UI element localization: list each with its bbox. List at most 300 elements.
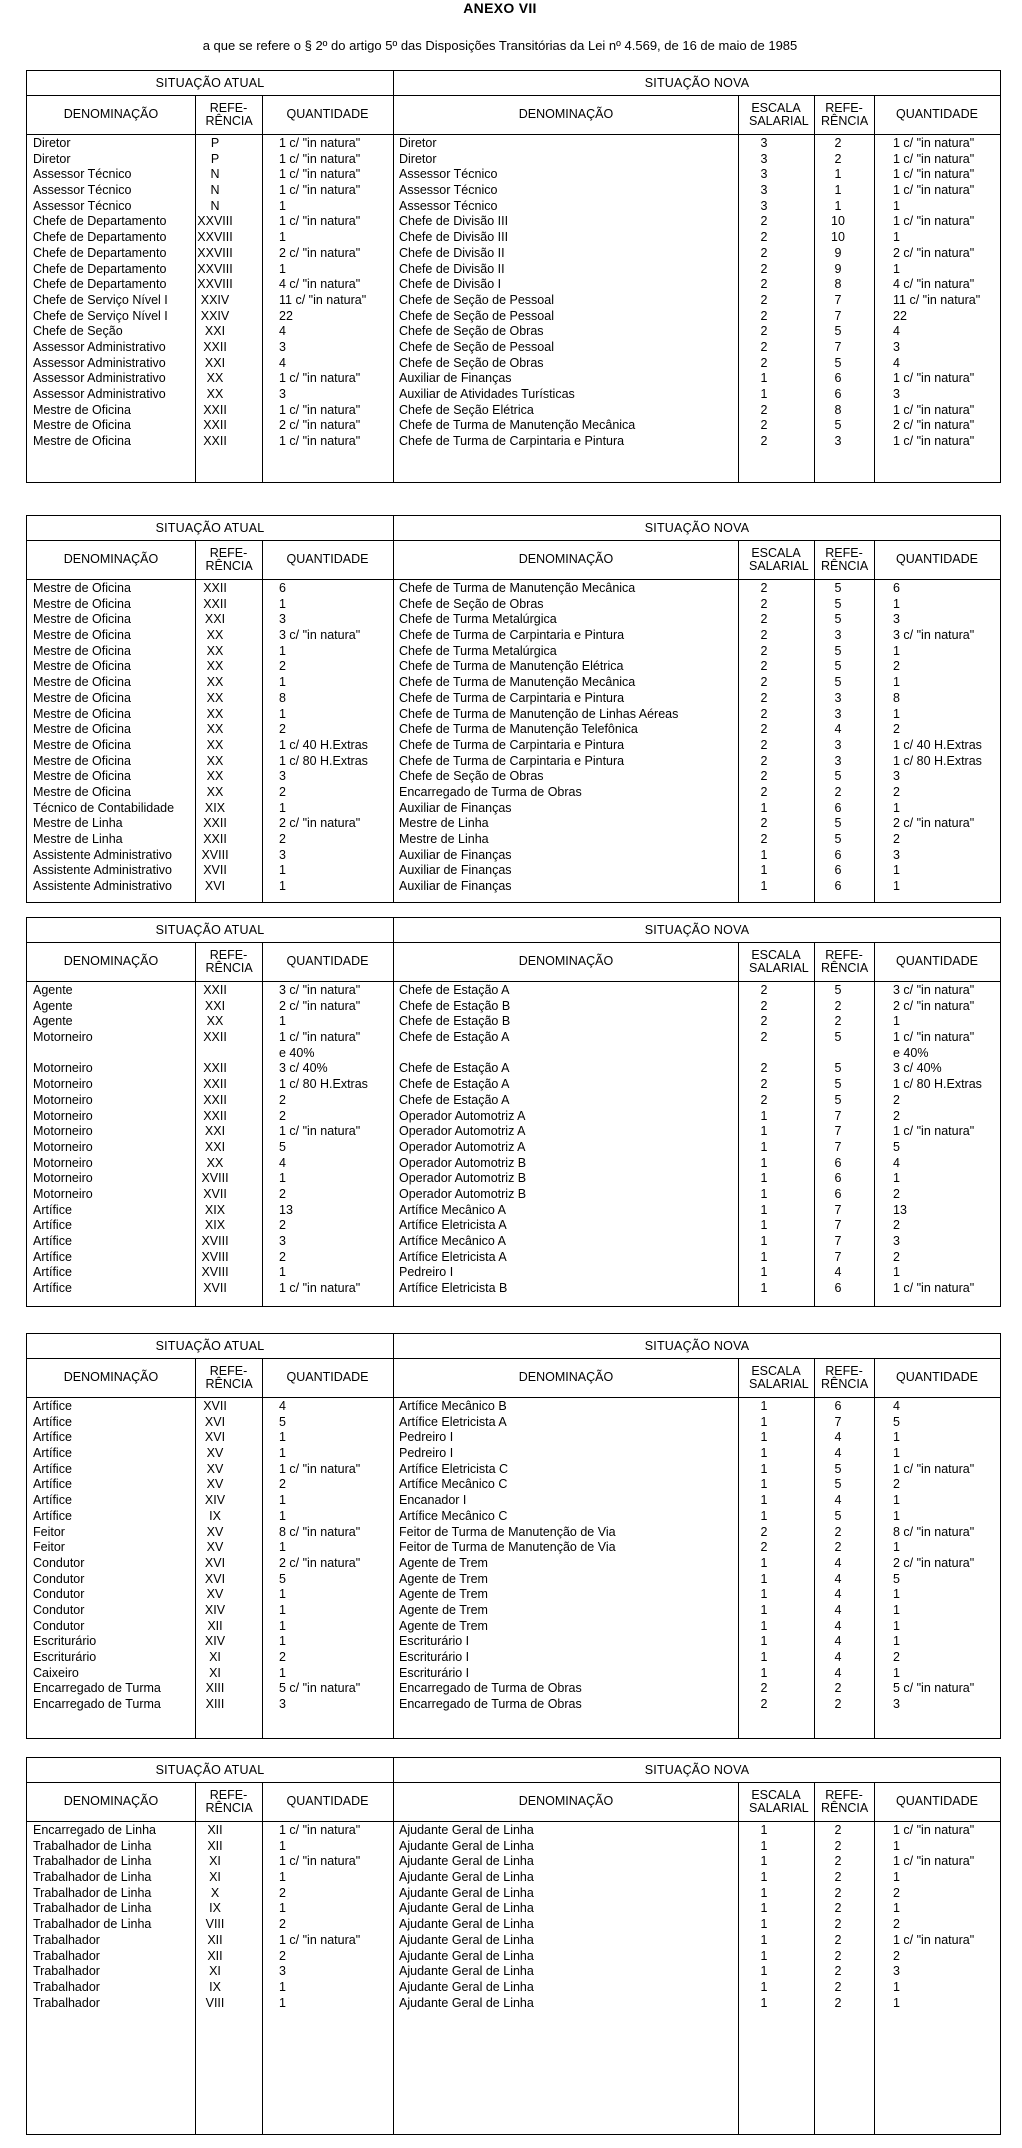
cell-nova-denominacao: Operador Automotriz B bbox=[399, 1171, 527, 1186]
cell-referencia: XX bbox=[206, 1155, 224, 1170]
cell-nova-quantidade: 2 bbox=[893, 1650, 900, 1664]
cell-denominacao: Encarregado de Turma bbox=[33, 1697, 161, 1712]
table-row bbox=[27, 1061, 1000, 1077]
cell-nova-quantidade: 1 c/ "in natura" bbox=[893, 434, 975, 449]
cell-referencia: XVI bbox=[204, 1555, 226, 1570]
cell-denominacao: Chefe de Serviço Nível I bbox=[33, 292, 168, 307]
cell-nova-quantidade: 1 c/ "in natura" bbox=[893, 1461, 975, 1476]
cell-denominacao: Artífice bbox=[33, 1234, 72, 1248]
cell-referencia: XXVIII bbox=[197, 230, 233, 245]
table-row bbox=[27, 1697, 1000, 1713]
situacao-atual-header bbox=[27, 516, 394, 541]
cell-nova-denominacao: Chefe de Seção de Obras bbox=[399, 355, 544, 370]
cell-escala-salarial: 1 bbox=[760, 1885, 768, 1900]
cell-referencia: XXII bbox=[203, 402, 227, 417]
table-row bbox=[27, 1681, 1000, 1697]
cell-escala-salarial: 1 bbox=[760, 1249, 768, 1264]
col-denominacao-header bbox=[27, 1358, 195, 1398]
cell-denominacao: Motorneiro bbox=[33, 1108, 93, 1123]
col-escala-salarial-header-label: ESCALA SALARIAL bbox=[749, 1787, 809, 1815]
cell-referencia: XI bbox=[209, 1650, 221, 1664]
cell-escala-salarial: 1 bbox=[760, 1202, 768, 1217]
cell-referencia: XVI bbox=[204, 879, 226, 894]
col-nova-referencia-header bbox=[814, 540, 874, 580]
cell-quantidade: 1 bbox=[279, 198, 286, 213]
cell-nova-referencia: 7 bbox=[834, 1249, 842, 1264]
col-referencia-header-label: REFE- RÊNCIA bbox=[205, 100, 253, 128]
cell-escala-salarial: 1 bbox=[760, 1155, 768, 1170]
cell-denominacao: Artífice bbox=[33, 1399, 72, 1413]
cell-nova-referencia: 5 bbox=[834, 659, 842, 674]
cell-escala-salarial: 3 bbox=[760, 198, 768, 213]
cell-nova-referencia: 5 bbox=[834, 355, 842, 370]
cell-escala-salarial: 2 bbox=[760, 230, 768, 245]
cell-nova-denominacao: Chefe de Divisão III bbox=[399, 230, 509, 245]
cell-nova-referencia: 7 bbox=[834, 339, 842, 354]
col-quantidade-header bbox=[262, 942, 393, 982]
cell-nova-denominacao: Auxiliar de Finanças bbox=[399, 879, 512, 894]
table-body bbox=[27, 581, 1000, 895]
cell-denominacao: Assessor Administrativo bbox=[33, 371, 166, 386]
cell-quantidade: 8 c/ "in natura" bbox=[279, 1524, 361, 1539]
cell-quantidade: 1 bbox=[279, 1602, 286, 1617]
cell-escala-salarial: 2 bbox=[760, 261, 768, 276]
cell-nova-denominacao: Chefe de Turma de Carpintaria e Pintura bbox=[399, 737, 625, 752]
cell-nova-quantidade: 4 c/ "in natura" bbox=[893, 277, 975, 292]
cell-quantidade: 3 bbox=[279, 1697, 286, 1712]
cell-quantidade: 1 bbox=[279, 1870, 286, 1885]
cell-escala-salarial: 1 bbox=[760, 1964, 768, 1979]
cell-referencia: XXII bbox=[203, 1030, 227, 1045]
cell-escala-salarial: 2 bbox=[760, 245, 768, 260]
table-row bbox=[27, 293, 1000, 309]
table-row bbox=[27, 309, 1000, 325]
cell-escala-salarial: 2 bbox=[760, 675, 768, 690]
col-nova-referencia-header bbox=[814, 1358, 874, 1398]
cell-quantidade: 1 bbox=[279, 1540, 286, 1555]
col-quantidade-header bbox=[262, 1782, 393, 1822]
table-row bbox=[27, 1587, 1000, 1603]
table-row bbox=[27, 324, 1000, 340]
cell-quantidade: 1 bbox=[279, 643, 286, 658]
cell-nova-quantidade: 13 bbox=[893, 1202, 907, 1217]
cell-nova-quantidade: 1 bbox=[893, 1602, 900, 1617]
cell-denominacao: Mestre de Oficina bbox=[33, 690, 131, 705]
cell-quantidade: 4 bbox=[279, 355, 286, 370]
cell-nova-referencia: 2 bbox=[834, 1697, 842, 1712]
document-subtitle: a que se refere o § 2º do artigo 5º das Disposições Transitórias da Lei nº 4.569, de 16 de maio de 1985 bbox=[202, 38, 798, 53]
table-row bbox=[27, 848, 1000, 864]
cell-nova-quantidade: 1 bbox=[893, 643, 900, 658]
cell-denominacao: Artífice bbox=[33, 1202, 72, 1217]
table-row bbox=[27, 1980, 1000, 1996]
cell-quantidade: 2 bbox=[279, 1092, 286, 1107]
table-row bbox=[27, 136, 1000, 152]
cell-nova-referencia: 2 bbox=[834, 1932, 842, 1947]
cell-quantidade: 4 bbox=[279, 1155, 286, 1170]
table-row bbox=[27, 628, 1000, 644]
col-nova-quantidade-header bbox=[874, 540, 1000, 580]
cell-quantidade: 5 bbox=[279, 1414, 286, 1429]
table-row bbox=[27, 387, 1000, 403]
cell-denominacao: Mestre de Oficina bbox=[33, 706, 131, 721]
cell-referencia: XI bbox=[209, 1665, 221, 1680]
cell-denominacao: Assistente Administrativo bbox=[33, 879, 172, 894]
cell-nova-quantidade: 1 bbox=[893, 1587, 900, 1602]
cell-denominacao: Chefe de Serviço Nível I bbox=[33, 308, 168, 323]
situacao-atual-label: SITUAÇÃO ATUAL bbox=[155, 521, 265, 535]
cell-nova-quantidade: 3 bbox=[893, 387, 900, 401]
col-denominacao-header bbox=[27, 942, 195, 982]
col-nova-quantidade-header bbox=[874, 95, 1000, 135]
cell-referencia: XIX bbox=[204, 1202, 226, 1217]
cell-quantidade: 1 c/ "in natura" bbox=[279, 136, 361, 150]
cell-quantidade: 1 bbox=[279, 1587, 286, 1602]
cell-nova-denominacao: Chefe de Turma de Manutenção Mecânica bbox=[399, 418, 636, 433]
cell-quantidade: 1 bbox=[279, 230, 286, 245]
cell-quantidade: 2 c/ "in natura" bbox=[279, 1555, 361, 1570]
cell-referencia: XXVIII bbox=[197, 261, 233, 276]
col-denominacao-header-label: DENOMINAÇÃO bbox=[63, 552, 159, 566]
cell-nova-referencia: 4 bbox=[834, 1571, 842, 1586]
cell-nova-referencia: 2 bbox=[834, 136, 842, 150]
cell-nova-denominacao: Chefe de Seção de Pessoal bbox=[399, 308, 554, 323]
cell-nova-quantidade: 1 c/ "in natura" bbox=[893, 1281, 975, 1296]
cell-nova-quantidade: 3 bbox=[893, 339, 900, 354]
cell-denominacao: Condutor bbox=[33, 1587, 85, 1602]
cell-quantidade: 2 bbox=[279, 1108, 286, 1123]
cell-referencia: XV bbox=[206, 1477, 224, 1492]
cell-denominacao: Trabalhador de Linha bbox=[33, 1870, 152, 1885]
col-nova-quantidade-header-label: QUANTIDADE bbox=[896, 107, 978, 121]
cell-referencia: XXII bbox=[203, 1077, 227, 1092]
cell-escala-salarial: 2 bbox=[760, 339, 768, 354]
cell-nova-denominacao: Operador Automotriz A bbox=[399, 1108, 526, 1123]
cell-nova-denominacao: Ajudante Geral de Linha bbox=[399, 1854, 534, 1869]
cell-denominacao: Artífice bbox=[33, 1446, 72, 1461]
cell-referencia: XVII bbox=[203, 1281, 227, 1296]
cell-nova-quantidade: 1 c/ "in natura" bbox=[893, 402, 975, 417]
cell-denominacao: Trabalhador de Linha bbox=[33, 1917, 152, 1932]
cell-referencia: XX bbox=[206, 659, 224, 674]
col-nova-denominacao-header bbox=[394, 95, 738, 135]
cell-nova-quantidade: 3 c/ "in natura" bbox=[893, 983, 975, 997]
cell-nova-quantidade: 1 bbox=[893, 1665, 900, 1680]
cell-nova-referencia: 4 bbox=[834, 1446, 842, 1461]
cell-quantidade: 2 bbox=[279, 1249, 286, 1264]
cell-denominacao: Mestre de Oficina bbox=[33, 643, 131, 658]
cell-referencia: XIV bbox=[204, 1602, 226, 1617]
cell-referencia: XIX bbox=[204, 800, 226, 815]
cell-quantidade: 1 bbox=[279, 1979, 286, 1994]
cell-nova-referencia: 7 bbox=[834, 1234, 842, 1248]
cell-referencia: XXII bbox=[203, 1061, 227, 1076]
table-row bbox=[27, 879, 1000, 895]
cell-nova-quantidade: 1 c/ "in natura" bbox=[893, 183, 975, 198]
cell-escala-salarial: 1 bbox=[760, 371, 768, 386]
table-row bbox=[27, 1187, 1000, 1203]
table-row bbox=[27, 1234, 1000, 1250]
cell-escala-salarial: 2 bbox=[760, 1030, 768, 1045]
table-row bbox=[27, 1556, 1000, 1572]
cell-nova-denominacao: Chefe de Turma de Carpintaria e Pintura bbox=[399, 434, 625, 449]
col-referencia-header-label: REFE- RÊNCIA bbox=[205, 1787, 253, 1815]
cell-nova-referencia: 4 bbox=[834, 1602, 842, 1617]
cell-nova-referencia: 2 bbox=[834, 1014, 842, 1029]
cell-denominacao: Assessor Administrativo bbox=[33, 339, 166, 354]
col-quantidade-header-label: QUANTIDADE bbox=[286, 107, 369, 121]
cell-referencia: XII bbox=[207, 1618, 223, 1633]
cell-nova-denominacao: Feitor de Turma de Manutenção de Via bbox=[399, 1540, 616, 1555]
cell-referencia: XX bbox=[206, 784, 224, 799]
col-referencia-header bbox=[195, 95, 262, 135]
cell-nova-quantidade: 3 bbox=[893, 769, 900, 784]
cell-escala-salarial: 2 bbox=[760, 737, 768, 752]
cell-denominacao: Motorneiro bbox=[33, 1030, 93, 1045]
cell-escala-salarial: 2 bbox=[760, 1061, 768, 1076]
cell-escala-salarial: 1 bbox=[760, 1665, 768, 1680]
cell-nova-quantidade: 1 bbox=[893, 1493, 900, 1508]
cell-nova-denominacao: Artífice Eletricista A bbox=[399, 1218, 507, 1233]
table-row bbox=[27, 754, 1000, 770]
cell-nova-referencia: 5 bbox=[834, 1077, 842, 1092]
cell-denominacao: Condutor bbox=[33, 1602, 85, 1617]
cell-nova-quantidade: 1 bbox=[893, 1171, 900, 1186]
col-quantidade-header-label: QUANTIDADE bbox=[286, 1794, 369, 1808]
cell-referencia: XVIII bbox=[201, 847, 229, 862]
cell-nova-referencia: 5 bbox=[834, 1030, 842, 1045]
cell-referencia: XXI bbox=[204, 998, 226, 1013]
cell-quantidade: 11 c/ "in natura" bbox=[279, 292, 367, 307]
cell-denominacao: Agente bbox=[33, 983, 73, 997]
cell-escala-salarial: 3 bbox=[760, 183, 768, 198]
cell-nova-denominacao: Auxiliar de Atividades Turísticas bbox=[399, 387, 575, 401]
table-row bbox=[27, 434, 1000, 450]
cell-quantidade: 1 bbox=[279, 706, 286, 721]
cell-referencia: XX bbox=[206, 706, 224, 721]
cell-nova-quantidade: 22 bbox=[893, 308, 907, 323]
cell-denominacao: Caixeiro bbox=[33, 1665, 79, 1680]
cell-denominacao: Mestre de Oficina bbox=[33, 628, 131, 643]
cell-nova-referencia: 3 bbox=[834, 737, 842, 752]
cell-nova-referencia: 7 bbox=[834, 1414, 842, 1429]
cell-referencia: XIX bbox=[204, 1218, 226, 1233]
cell-quantidade: 1 c/ "in natura" bbox=[279, 1854, 361, 1869]
cell-denominacao: Encarregado de Linha bbox=[33, 1823, 157, 1837]
cell-quantidade: 2 bbox=[279, 784, 286, 799]
cell-escala-salarial: 2 bbox=[760, 832, 768, 846]
cell-referencia: XVIII bbox=[201, 1249, 229, 1264]
cell-denominacao: Motorneiro bbox=[33, 1061, 93, 1076]
cell-denominacao: Mestre de Oficina bbox=[33, 737, 131, 752]
col-nova-quantidade-header bbox=[874, 942, 1000, 982]
cell-nova-referencia: 5 bbox=[834, 581, 842, 595]
cell-quantidade: 1 bbox=[279, 1995, 286, 2010]
table-row bbox=[27, 1603, 1000, 1619]
cell-nova-referencia: 6 bbox=[834, 800, 842, 815]
cell-nova-referencia: 2 bbox=[834, 1995, 842, 2010]
cell-nova-quantidade: 1 bbox=[893, 879, 900, 894]
cell-nova-quantidade: 2 bbox=[893, 784, 900, 799]
situacao-table bbox=[26, 515, 1001, 903]
cell-quantidade: 1 c/ "in natura" bbox=[279, 1823, 361, 1837]
cell-denominacao: Mestre de Oficina bbox=[33, 418, 131, 433]
cell-escala-salarial: 1 bbox=[760, 1508, 768, 1523]
cell-quantidade: 1 bbox=[279, 1430, 286, 1445]
cell-nova-referencia: 6 bbox=[834, 847, 842, 862]
cell-quantidade: 1 c/ 80 H.Extras bbox=[279, 1077, 368, 1092]
table-row bbox=[27, 1650, 1000, 1666]
cell-escala-salarial: 2 bbox=[760, 596, 768, 611]
table-row bbox=[27, 1046, 1000, 1062]
table-row bbox=[27, 612, 1000, 628]
table-body bbox=[27, 983, 1000, 1297]
cell-nova-denominacao: Operador Automotriz A bbox=[399, 1139, 526, 1154]
cell-nova-quantidade: 4 bbox=[893, 324, 900, 339]
cell-nova-referencia: 5 bbox=[834, 1477, 842, 1492]
cell-nova-referencia: 5 bbox=[834, 418, 842, 433]
cell-denominacao: Encarregado de Turma bbox=[33, 1681, 161, 1696]
cell-nova-denominacao: Feitor de Turma de Manutenção de Via bbox=[399, 1524, 616, 1539]
cell-quantidade: 1 bbox=[279, 879, 286, 894]
cell-denominacao: Trabalhador bbox=[33, 1964, 100, 1979]
cell-escala-salarial: 2 bbox=[760, 706, 768, 721]
cell-denominacao: Artífice bbox=[33, 1430, 72, 1445]
table-row bbox=[27, 738, 1000, 754]
situacao-nova-header bbox=[394, 918, 1000, 943]
cell-referencia: VIII bbox=[205, 1917, 225, 1932]
cell-nova-quantidade: 1 bbox=[893, 800, 900, 815]
cell-nova-referencia: 2 bbox=[834, 151, 842, 166]
cell-denominacao: Trabalhador bbox=[33, 1932, 100, 1947]
cell-nova-denominacao: Agente de Trem bbox=[399, 1602, 488, 1617]
cell-nova-denominacao: Chefe de Estação A bbox=[399, 983, 510, 997]
cell-nova-referencia: 8 bbox=[834, 402, 842, 417]
cell-nova-quantidade: 2 bbox=[893, 1249, 900, 1264]
document-title: ANEXO VII bbox=[463, 0, 537, 16]
col-escala-salarial-header bbox=[738, 1358, 814, 1398]
cell-denominacao: Artífice bbox=[33, 1477, 72, 1492]
col-nova-quantidade-header-label: QUANTIDADE bbox=[896, 1370, 978, 1384]
col-quantidade-header bbox=[262, 540, 393, 580]
cell-nova-denominacao: Encarregado de Turma de Obras bbox=[399, 1681, 582, 1696]
col-escala-salarial-header-label: ESCALA SALARIAL bbox=[749, 947, 809, 975]
cell-nova-referencia: 6 bbox=[834, 1171, 842, 1186]
cell-denominacao: Mestre de Linha bbox=[33, 816, 123, 831]
cell-denominacao: Artífice bbox=[33, 1281, 72, 1296]
table-row bbox=[27, 1093, 1000, 1109]
cell-nova-quantidade: 3 c/ 40% bbox=[893, 1061, 942, 1076]
cell-escala-salarial: 2 bbox=[760, 784, 768, 799]
table-row bbox=[27, 597, 1000, 613]
cell-quantidade: 1 bbox=[279, 1014, 286, 1029]
cell-nova-referencia: 6 bbox=[834, 371, 842, 386]
cell-escala-salarial: 3 bbox=[760, 167, 768, 182]
cell-nova-referencia: 2 bbox=[834, 1948, 842, 1963]
cell-escala-salarial: 1 bbox=[760, 1870, 768, 1885]
cell-escala-salarial: 1 bbox=[760, 1139, 768, 1154]
col-denominacao-header-label: DENOMINAÇÃO bbox=[63, 954, 159, 968]
cell-escala-salarial: 1 bbox=[760, 1634, 768, 1649]
cell-denominacao: Técnico de Contabilidade bbox=[33, 800, 175, 815]
cell-escala-salarial: 2 bbox=[760, 1077, 768, 1092]
cell-quantidade: 1 c/ 40 H.Extras bbox=[279, 737, 368, 752]
cell-nova-quantidade: 2 bbox=[893, 1477, 900, 1492]
cell-referencia: XII bbox=[207, 1932, 223, 1947]
col-denominacao-header bbox=[27, 540, 195, 580]
cell-escala-salarial: 2 bbox=[760, 612, 768, 627]
cell-nova-quantidade: 2 bbox=[893, 1885, 900, 1900]
cell-nova-referencia: 7 bbox=[834, 1218, 842, 1233]
cell-nova-denominacao: Operador Automotriz B bbox=[399, 1186, 527, 1201]
cell-escala-salarial: 2 bbox=[760, 628, 768, 643]
cell-escala-salarial: 1 bbox=[760, 1854, 768, 1869]
cell-denominacao: Motorneiro bbox=[33, 1124, 93, 1139]
cell-quantidade: 2 bbox=[279, 1650, 286, 1664]
cell-denominacao: Assessor Administrativo bbox=[33, 387, 166, 401]
cell-nova-referencia: 9 bbox=[834, 261, 842, 276]
cell-nova-referencia: 2 bbox=[834, 998, 842, 1013]
cell-nova-quantidade: 2 bbox=[893, 1186, 900, 1201]
cell-escala-salarial: 2 bbox=[760, 1697, 768, 1712]
cell-escala-salarial: 2 bbox=[760, 1524, 768, 1539]
cell-denominacao: Condutor bbox=[33, 1571, 85, 1586]
cell-nova-quantidade: 3 bbox=[893, 1697, 900, 1712]
cell-denominacao: Motorneiro bbox=[33, 1171, 93, 1186]
cell-escala-salarial: 1 bbox=[760, 1650, 768, 1664]
cell-nova-quantidade: 5 bbox=[893, 1414, 900, 1429]
col-nova-referencia-header-label: REFE- RÊNCIA bbox=[821, 545, 869, 573]
col-nova-denominacao-header bbox=[394, 1358, 738, 1398]
situacao-nova-label: SITUAÇÃO NOVA bbox=[644, 923, 750, 937]
col-quantidade-header-label: QUANTIDADE bbox=[286, 1370, 369, 1384]
col-denominacao-header-label: DENOMINAÇÃO bbox=[63, 1370, 159, 1384]
table-row bbox=[27, 999, 1000, 1015]
cell-nova-denominacao: Artífice Eletricista B bbox=[399, 1281, 508, 1296]
cell-nova-quantidade: 1 bbox=[893, 1870, 900, 1885]
cell-denominacao: Artífice bbox=[33, 1493, 72, 1508]
cell-nova-quantidade: 1 bbox=[893, 1618, 900, 1633]
cell-nova-quantidade: 1 bbox=[893, 1446, 900, 1461]
cell-nova-referencia: 10 bbox=[831, 214, 845, 229]
cell-nova-denominacao: Assessor Técnico bbox=[399, 167, 498, 182]
cell-nova-denominacao: Chefe de Estação A bbox=[399, 1077, 510, 1092]
cell-nova-quantidade: 1 bbox=[893, 1430, 900, 1445]
cell-nova-referencia: 4 bbox=[834, 1265, 842, 1280]
cell-nova-quantidade: 2 bbox=[893, 659, 900, 674]
table-row bbox=[27, 356, 1000, 372]
cell-nova-denominacao: Chefe de Seção de Pessoal bbox=[399, 339, 554, 354]
cell-nova-denominacao: Auxiliar de Finanças bbox=[399, 371, 512, 386]
table-row bbox=[27, 1430, 1000, 1446]
table-row bbox=[27, 1477, 1000, 1493]
cell-quantidade: 1 c/ "in natura" bbox=[279, 1461, 361, 1476]
cell-nova-quantidade: 1 bbox=[893, 1838, 900, 1853]
cell-referencia: XIII bbox=[205, 1697, 225, 1712]
table-row bbox=[27, 1964, 1000, 1980]
cell-nova-referencia: 5 bbox=[834, 1092, 842, 1107]
cell-escala-salarial: 1 bbox=[760, 1218, 768, 1233]
cell-referencia: XV bbox=[206, 1587, 224, 1602]
cell-denominacao: Assessor Técnico bbox=[33, 183, 132, 198]
cell-quantidade: 3 bbox=[279, 612, 286, 627]
table-row bbox=[27, 183, 1000, 199]
situacao-table bbox=[26, 70, 1001, 483]
table-row bbox=[27, 152, 1000, 168]
cell-nova-referencia: 2 bbox=[834, 1854, 842, 1869]
cell-denominacao: Chefe de Departamento bbox=[33, 261, 167, 276]
cell-nova-referencia: 4 bbox=[834, 1665, 842, 1680]
